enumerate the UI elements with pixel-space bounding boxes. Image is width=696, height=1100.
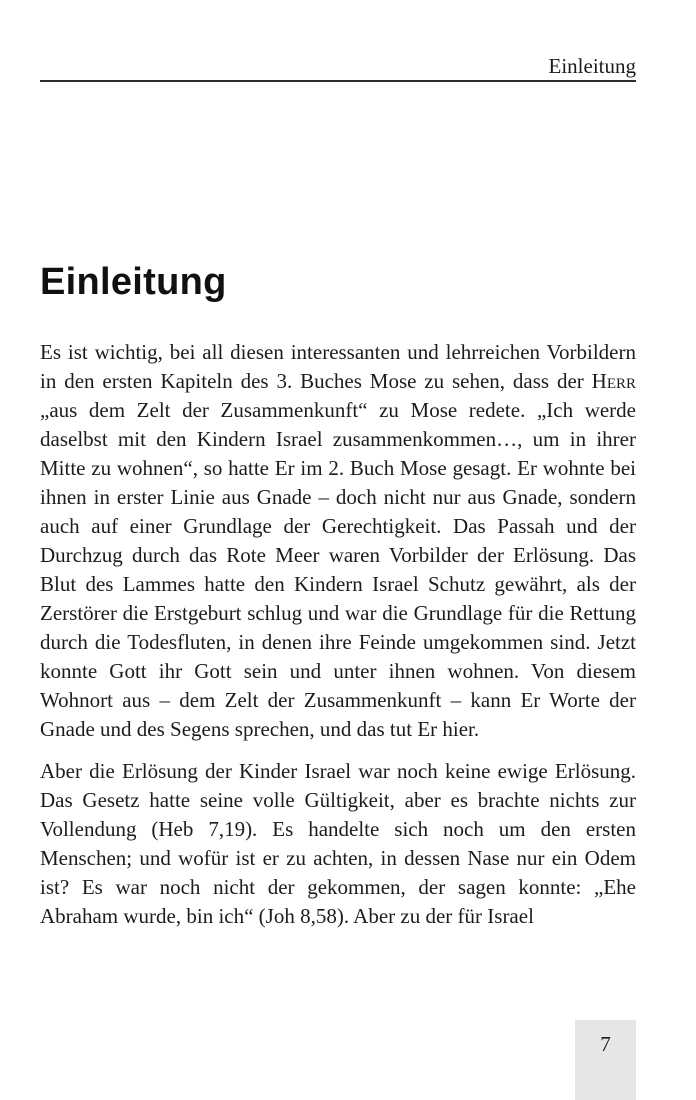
divine-name-smallcaps: Herr: [591, 369, 636, 393]
paragraph-1-segment-2: „aus dem Zelt der Zusammenkunft“ zu Mose redete. „Ich werde daselbst mit den Kindern Israel zusammenkommen…, um in ihrer Mitte zu wohnen“, so hatte Er im 2. Buch Mose gesagt. Er wohnte bei ihnen in erster Linie aus Gnade – doch nicht nur aus Gnade, sondern auch auf einer Grundlage der Gerechtigkeit. Das Passah und der Durchzug durch das Rote Meer waren Vorbilder der Erlösung. Das Blut des Lammes hatte den Kindern Israel Schutz gewährt, als der Zerstörer die Erstgeburt schlug und war die Grundlage für die Rettung durch die Todesfluten, in denen ihre Feinde umgekommen sind. Jetzt konnte Gott ihr Gott sein und unter ihnen wohnen. Von diesem Wohnort aus – dem Zelt der Zusammenkunft – kann Er Worte der Gnade und des Segens sprechen, und das tut Er hier.: [40, 398, 636, 741]
paragraph-2: Aber die Erlösung der Kinder Israel war noch keine ewige Erlösung. Das Gesetz hatte seine volle Gültigkeit, aber es brachte nichts zur Vollendung (Heb 7,19). Es handelte sich noch um den ersten Menschen; und wofür ist er zu achten, in dessen Nase nur ein Odem ist? Es war noch nicht der gekommen, der sagen konnte: „Ehe Abraham wurde, bin ich“ (Joh 8,58). Aber zu der für Israel: [40, 759, 636, 928]
paragraph-1-segment-1: Es ist wichtig, bei all diesen interessanten und lehrreichen Vorbildern in den ersten Kapiteln des 3. Buches Mose zu sehen, dass der: [40, 340, 636, 393]
chapter-title: Einleitung: [40, 261, 227, 303]
paragraph-1: [40, 338, 636, 744]
page-number: 7: [600, 1032, 611, 1056]
body-text: [40, 338, 636, 931]
page-number-box: [575, 1020, 636, 1100]
running-header: Einleitung: [548, 54, 636, 78]
header-rule: [40, 80, 636, 82]
